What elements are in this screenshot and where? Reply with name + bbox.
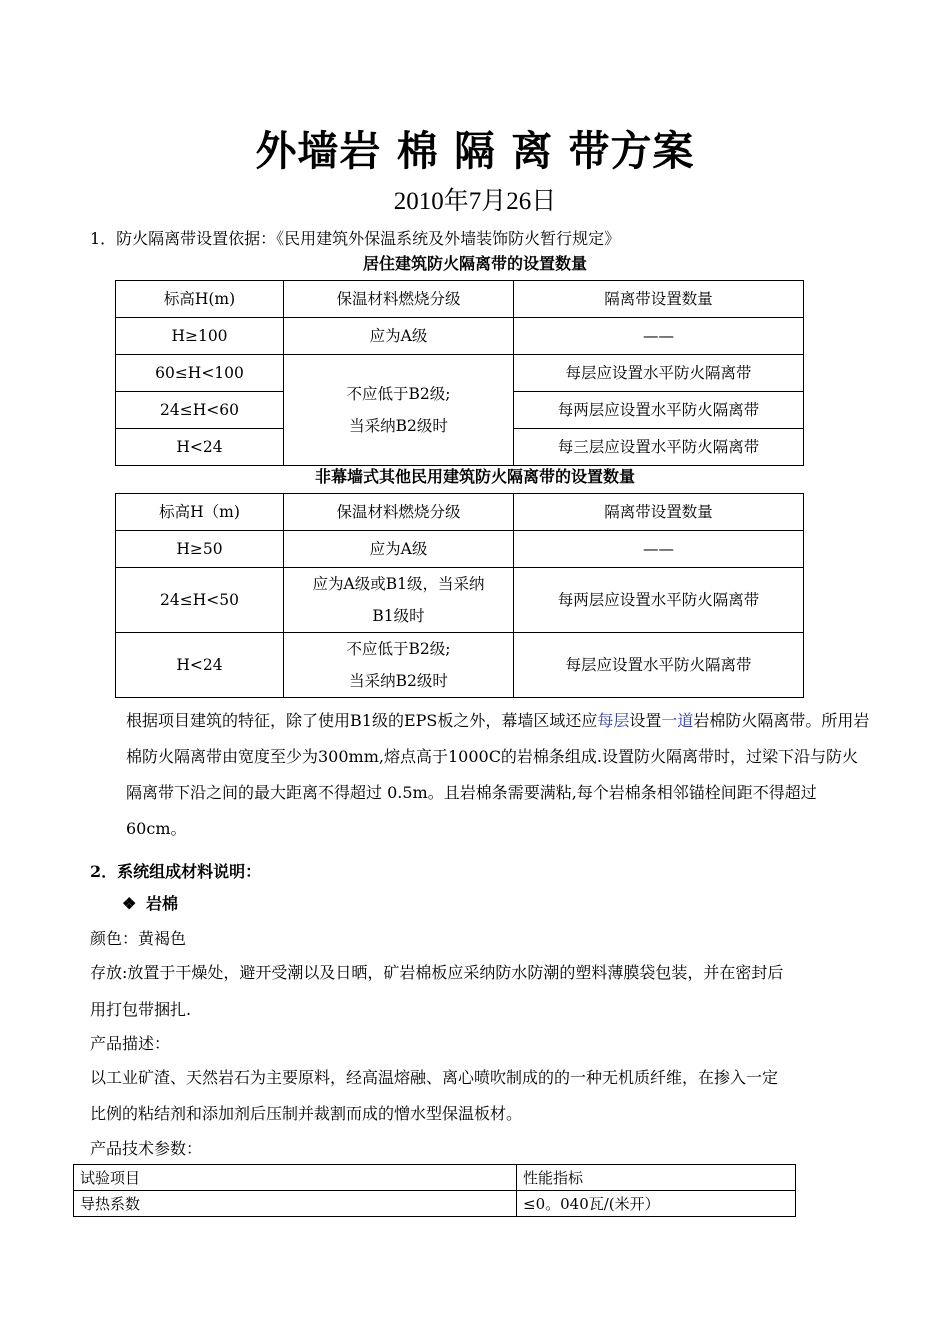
table-cell: 每两层应设置水平防火隔离带: [514, 392, 804, 429]
table-cell: 导热系数: [74, 1191, 517, 1217]
table-cell: H≥50: [116, 531, 284, 568]
table-cell: 每层应设置水平防火隔离带: [514, 355, 804, 392]
firebreak-description-paragraph: [126, 703, 871, 847]
table-cell: 24≤H<50: [116, 568, 284, 633]
table-header-row: [116, 494, 804, 531]
section1-heading: 1．防火隔离带设置依据：《民用建筑外保温系统及外墙装饰防火暂行规定》: [90, 229, 621, 248]
rock-wool-bullet: [122, 891, 178, 914]
table-row: [116, 568, 804, 633]
section2-heading: 2．系统组成材料说明：: [90, 862, 262, 881]
description-line: 以工业矿渣、天然岩石为主要原料，经高温熔融、离心喷吹制成的的一种无机质纤维，在掺入一定: [90, 1068, 779, 1087]
table-cell: H<24: [116, 633, 284, 698]
table-row: [116, 531, 804, 568]
table-header-cell: 标高H(m): [116, 281, 284, 318]
merged-cell-line: 不应低于B2级;: [346, 385, 451, 403]
table-cell: 应为A级: [284, 318, 514, 355]
page-title: 外墙岩 棉 隔 离 带方案: [255, 127, 695, 175]
table-header-cell: 试验项目: [74, 1165, 517, 1191]
paragraph-text: 岩棉防火隔离带。所用岩棉防火隔离带由宽度至少为300mm,熔点高于1000C的岩棉条组成.设置防火隔离带时，过梁下沿与防火隔离带下沿之间的最大距离不得超过 0.5m。且岩棉条需要满粘,每个岩棉条相邻锚栓间距不得超过60cm。: [126, 711, 870, 838]
table-cell: H≥100: [116, 318, 284, 355]
table-header-cell: 保温材料燃烧分级: [284, 494, 514, 531]
table-row: [116, 633, 804, 698]
paragraph-link-one-band[interactable]: 一道: [661, 711, 694, 730]
table-header-row: [74, 1165, 796, 1191]
table-cell: 每两层应设置水平防火隔离带: [514, 568, 804, 633]
paragraph-text: 设置: [629, 711, 662, 730]
table-cell: [284, 633, 514, 698]
storage-line: 存放:放置于干燥处，避开受潮以及日晒，矿岩棉板应采纳防水防潮的塑料薄膜袋包装，并在密封后: [90, 963, 784, 982]
table-row: [116, 355, 804, 392]
description-label: 产品描述：: [90, 1034, 171, 1053]
table1-caption: 居住建筑防火隔离带的设置数量: [362, 254, 587, 273]
table-header-cell: 保温材料燃烧分级: [284, 281, 514, 318]
residential-firebreak-table: [115, 280, 804, 466]
table-header-row: [116, 281, 804, 318]
table-header-cell: 隔离带设置数量: [514, 281, 804, 318]
table-cell: 24≤H<60: [116, 392, 284, 429]
parameters-label: 产品技术参数：: [90, 1139, 203, 1158]
table-cell: 60≤H<100: [116, 355, 284, 392]
cell-line: 不应低于B2级;: [346, 640, 451, 658]
color-line: 颜色：黄褐色: [90, 929, 187, 948]
table-cell: ——: [514, 531, 804, 568]
merged-cell-line: 当采纳B2级时: [349, 417, 448, 435]
non-curtain-wall-firebreak-table: [115, 493, 804, 698]
table-header-cell: 性能指标: [517, 1165, 796, 1191]
table-header-cell: 隔离带设置数量: [514, 494, 804, 531]
diamond-bullet-icon: ❖: [122, 894, 137, 913]
technical-parameters-table: [73, 1164, 796, 1217]
table-cell: ——: [514, 318, 804, 355]
table-header-cell: 标高H（m): [116, 494, 284, 531]
description-line: 比例的粘结剂和添加剂后压制并裁割而成的憎水型保温板材。: [90, 1104, 523, 1123]
cell-line: 应为A级或B1级，当采纳: [312, 575, 485, 593]
table-row: [116, 318, 804, 355]
table-cell: H<24: [116, 429, 284, 466]
table-cell: 每层应设置水平防火隔离带: [514, 633, 804, 698]
cell-line: B1级时: [372, 607, 425, 625]
table-row: [74, 1191, 796, 1217]
table2-caption: 非幕墙式其他民用建筑防火隔离带的设置数量: [314, 467, 635, 486]
table-cell: ≤0。040瓦/(米开）: [517, 1191, 796, 1217]
bullet-label: 岩棉: [146, 894, 179, 913]
table-cell: 应为A级: [284, 531, 514, 568]
table-cell: 每三层应设置水平防火隔离带: [514, 429, 804, 466]
paragraph-text: 根据项目建筑的特征，除了使用B1级的EPS板之外，幕墙区域还应: [126, 711, 598, 730]
table-cell: [284, 568, 514, 633]
page-date: 2010年7月26日: [393, 188, 557, 215]
storage-line: 用打包带捆扎.: [90, 1000, 192, 1019]
cell-line: 当采纳B2级时: [349, 672, 448, 690]
paragraph-link-each-floor[interactable]: 每层: [597, 711, 630, 730]
table-merged-cell: [284, 355, 514, 466]
